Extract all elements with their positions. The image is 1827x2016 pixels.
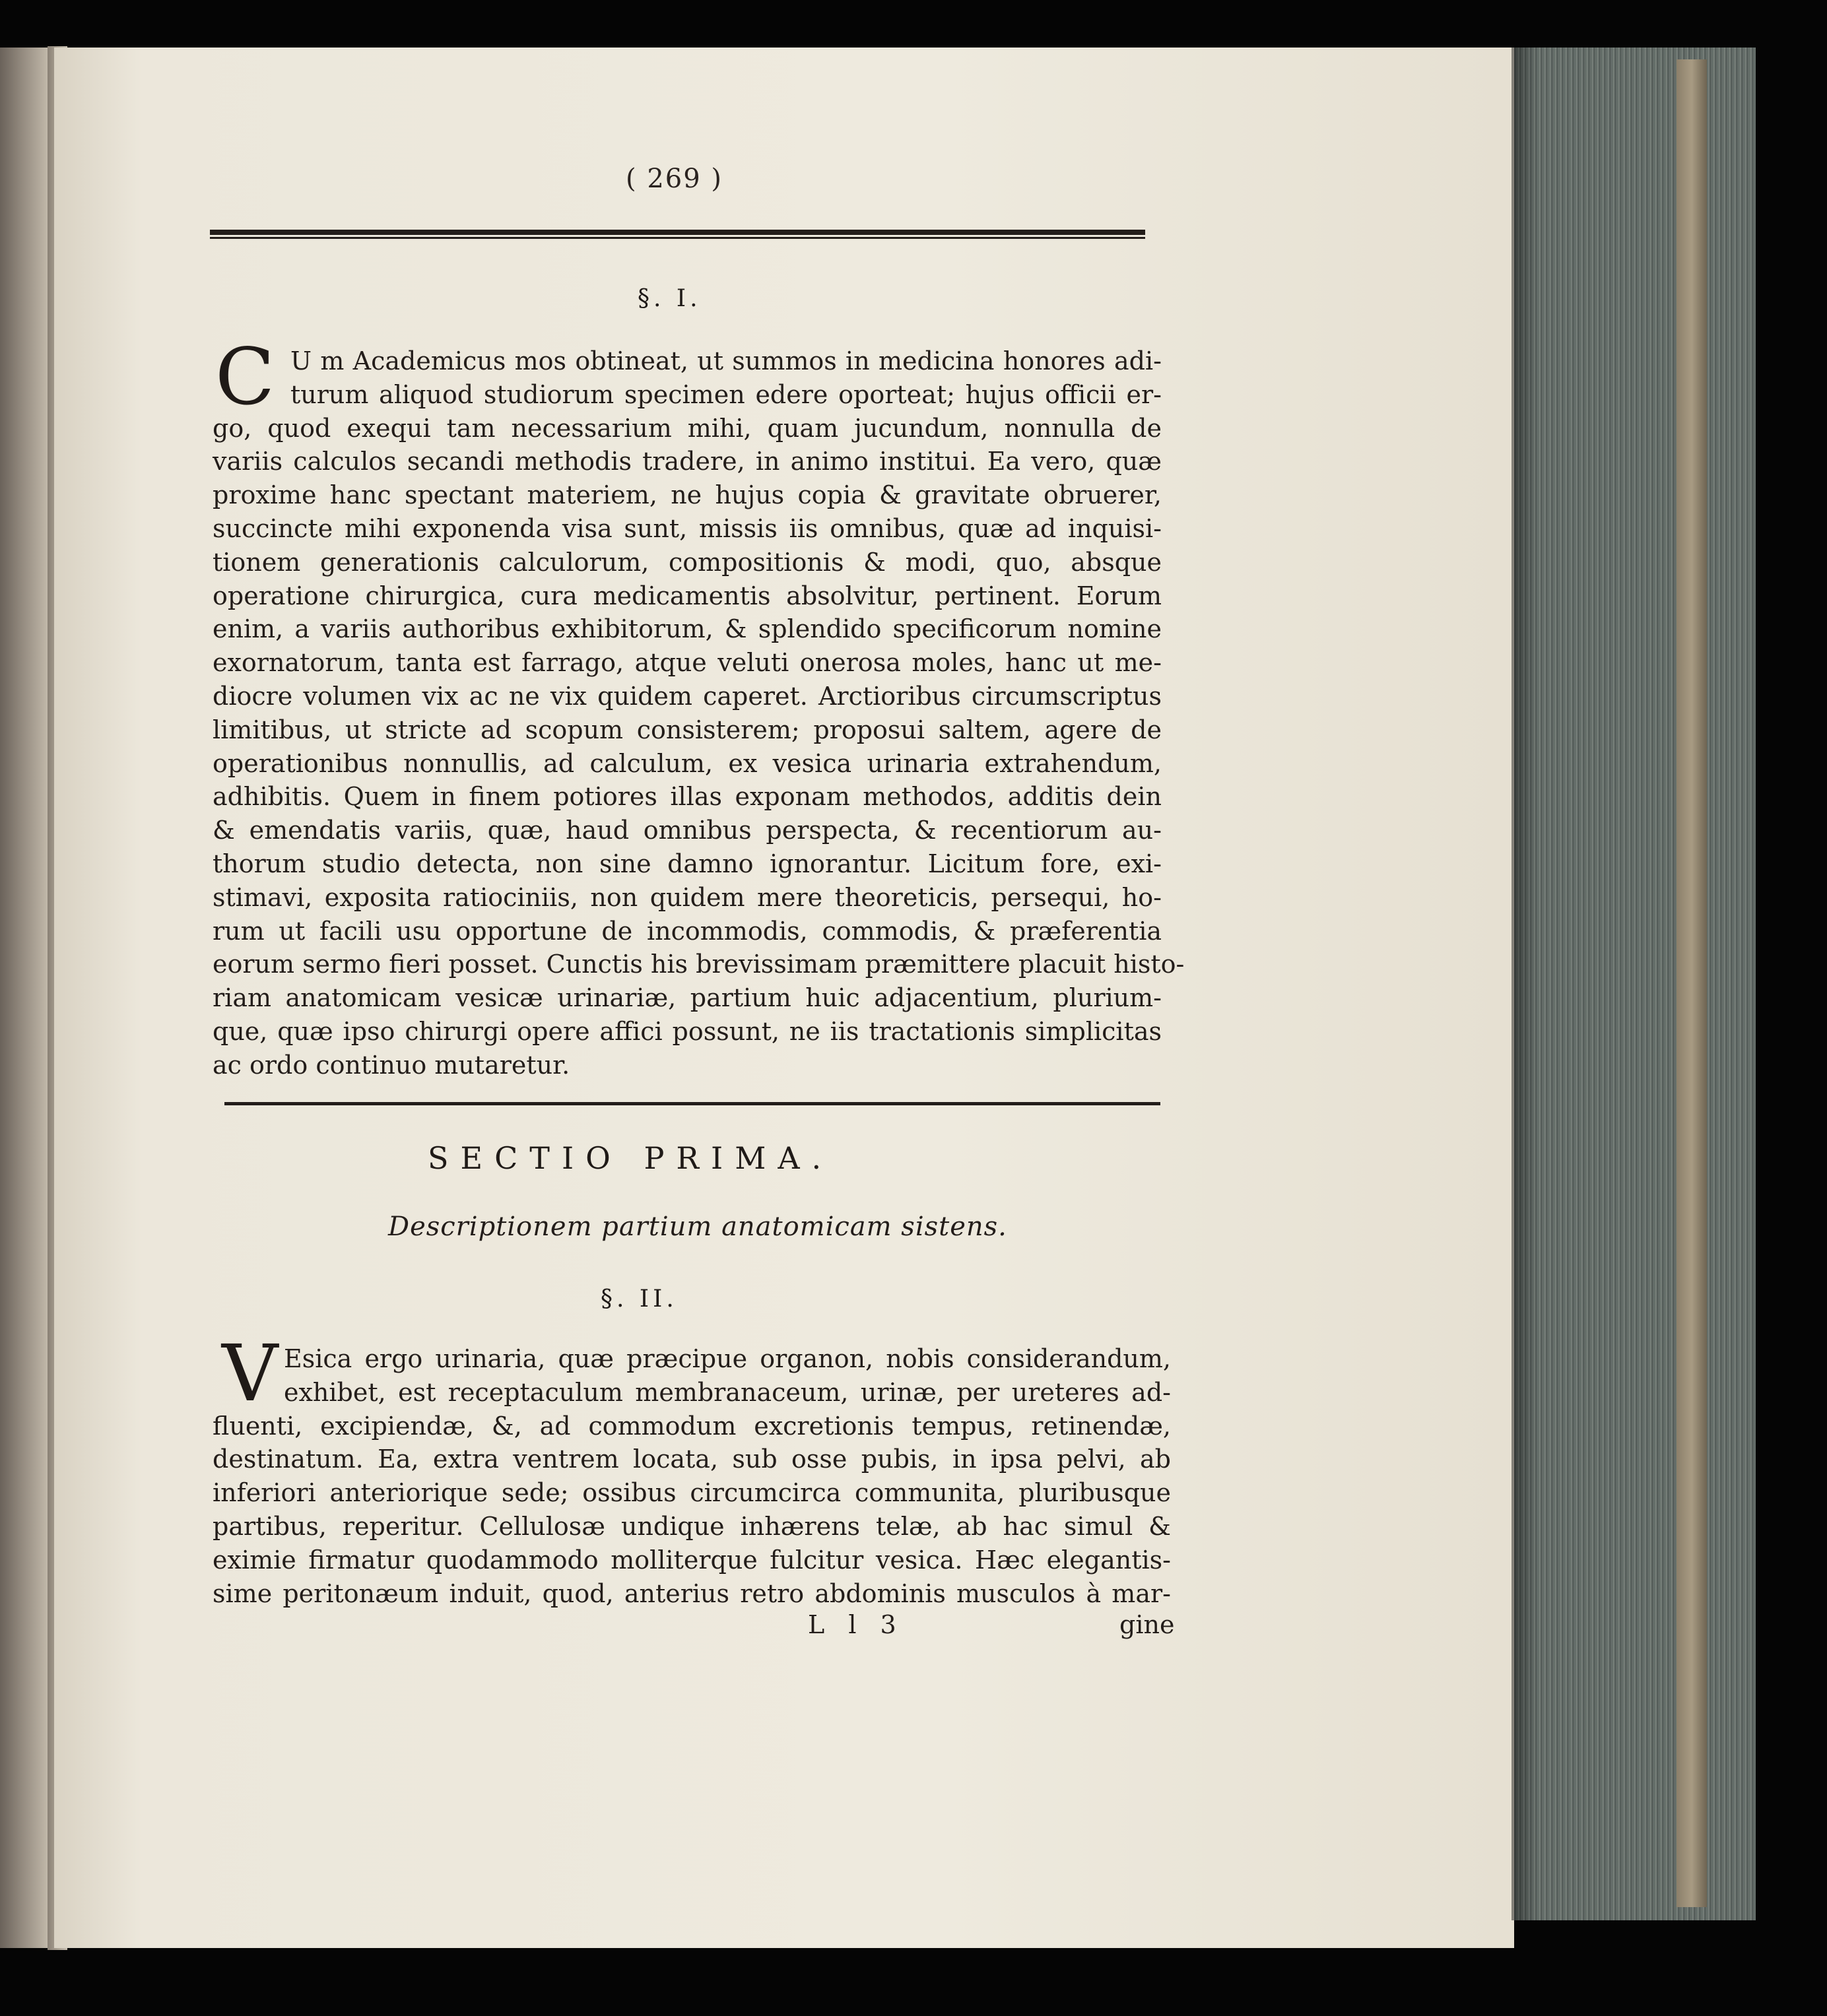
page-block-edge: [1511, 48, 1756, 1920]
text-line: sime peritonæum induit, quod, anterius retro abdominis musculos à mar-: [213, 1578, 1171, 1608]
text-line: proxime hanc spectant materiem, ne hujus copia & gravitate obruerer,: [213, 480, 1162, 510]
text-line: eorum sermo fieri posset. Cunctis his brevissimam præmittere placuit histo-: [213, 950, 1185, 979]
left-page-edge: [0, 48, 54, 1948]
dropcap-1: C: [215, 331, 275, 422]
signature-mark: L l 3: [808, 1610, 904, 1639]
paragraph-2: [213, 1342, 1171, 1610]
text-line: operationibus nonnullis, ad calculum, ex vesica urinaria extrahendum,: [213, 748, 1162, 778]
text-line: tionem generationis calculorum, compositionis & modi, quo, absque: [213, 547, 1162, 577]
page-edge-shadow: [1511, 48, 1538, 1920]
text-line: & emendatis variis, quæ, haud omnibus perspecta, & recentiorum au-: [213, 816, 1162, 845]
dropcap-2: V: [222, 1328, 279, 1419]
text-line: exhibet, est receptaculum membranaceum, urinæ, per ureteres ad-: [284, 1377, 1171, 1407]
text-line: fluenti, excipiendæ, &, ad commodum excretionis tempus, retinendæ,: [213, 1411, 1171, 1441]
section-heading-2: §. II.: [601, 1285, 678, 1313]
section-subtitle: Descriptionem partium anatomicam sistens.: [388, 1212, 1007, 1242]
text-line: go, quod exequi tam necessarium mihi, quam jucundum, nonnulla de: [213, 413, 1162, 443]
text-line: eximie firmatur quodammodo molliterque fulcitur vesica. Hæc elegantis-: [213, 1545, 1171, 1575]
text-line: rum ut facili usu opportune de incommodis, commodis, & præferentia: [213, 916, 1162, 946]
text-line: U m Academicus mos obtineat, ut summos in medicina honores adi-: [290, 346, 1162, 375]
text-line: thorum studio detecta, non sine damno ignorantur. Licitum fore, exi-: [213, 849, 1162, 878]
section-heading-1: §. I.: [638, 285, 702, 312]
text-line: succincte mihi exponenda visa sunt, missis iis omnibus, quæ ad inquisi-: [213, 513, 1162, 543]
cover-edge: [1677, 59, 1707, 1907]
section-title: SECTIO PRIMA.: [428, 1140, 834, 1176]
text-line: adhibitis. Quem in finem potiores illas exponam methodos, additis dein: [213, 782, 1162, 812]
text-line: limitibus, ut stricte ad scopum consisterem; proposui saltem, agere de: [213, 715, 1162, 744]
text-line: variis calculos secandi methodis tradere, in animo institui. Ea vero, quæ: [213, 447, 1162, 476]
text-line: inferiori anteriorique sede; ossibus circumcirca communita, pluribusque: [213, 1478, 1171, 1508]
text-line: partibus, reperitur. Cellulosæ undique inhærens telæ, ab hac simul &: [213, 1511, 1171, 1541]
text-line: enim, a variis authoribus exhibitorum, & splendido specificorum nomine: [213, 614, 1162, 644]
text-line: operatione chirurgica, cura medicamentis absolvitur, pertinent. Eorum: [213, 581, 1162, 610]
page-number: ( 269 ): [626, 164, 723, 194]
text-line: stimavi, exposita ratiociniis, non quidem mere theoreticis, persequi, ho-: [213, 882, 1162, 912]
text-line: turum aliquod studiorum specimen edere oporteat; hujus officii er-: [290, 379, 1162, 409]
text-line: diocre volumen vix ac ne vix quidem caperet. Arctioribus circumscriptus: [213, 681, 1162, 711]
paragraph-1: [213, 344, 1185, 1082]
text-line: Esica ergo urinaria, quæ præcipue organon, nobis considerandum,: [284, 1344, 1171, 1373]
text-line: riam anatomicam vesicæ urinariæ, partium huic adjacentium, plurium-: [213, 983, 1162, 1013]
text-line: destinatum. Ea, extra ventrem locata, sub osse pubis, in ipsa pelvi, ab: [213, 1445, 1171, 1474]
catchword: gine: [1119, 1610, 1175, 1639]
section-rule: [224, 1102, 1160, 1105]
text-line: ac ordo continuo mutaretur.: [213, 1050, 570, 1080]
text-line: que, quæ ipso chirurgi opere affici possunt, ne iis tractationis simplicitas: [213, 1016, 1162, 1046]
text-line: exornatorum, tanta est farrago, atque veluti onerosa moles, hanc ut me-: [213, 648, 1162, 678]
header-rule: [210, 230, 1145, 239]
